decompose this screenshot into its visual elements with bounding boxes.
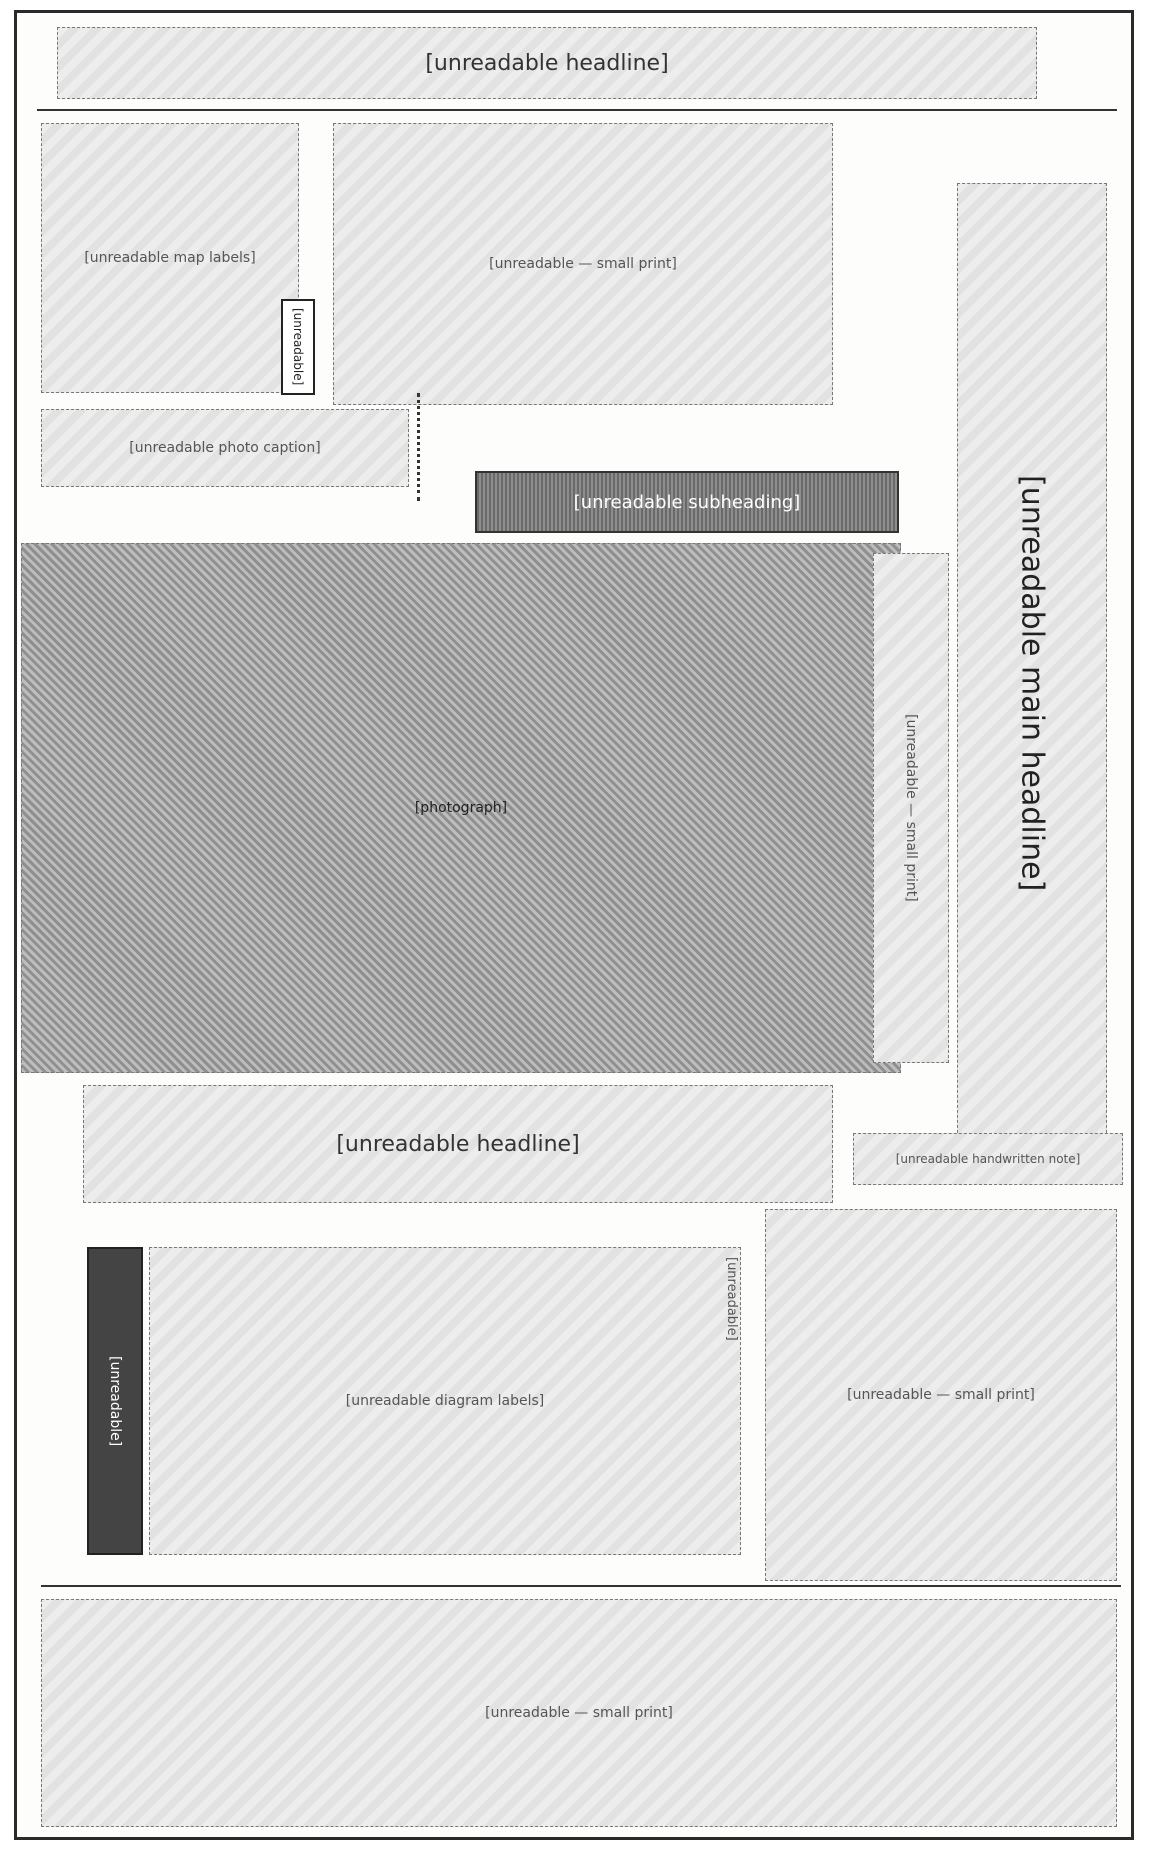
locator-map: [unreadable map labels]	[41, 123, 299, 393]
subhead-banner: [unreadable subheading]	[475, 471, 899, 533]
publication-stamp: [unreadable handwritten note]	[853, 1133, 1123, 1185]
headline-main: [unreadable main headline]	[957, 183, 1107, 1183]
headline-top-rule	[37, 109, 1117, 111]
caption-arrow	[417, 393, 425, 501]
body-text-middle-right: [unreadable — small print]	[765, 1209, 1117, 1581]
ship-photo: [photograph]	[21, 543, 901, 1073]
lower-rule	[41, 1585, 1121, 1587]
map-label: [unreadable]	[281, 299, 315, 395]
body-text-lower: [unreadable — small print]	[41, 1599, 1117, 1827]
body-text-upper-right: [unreadable — small print]	[873, 553, 949, 1063]
lead-text: [unreadable — small print]	[333, 123, 833, 405]
cross-section-label: [unreadable]	[87, 1247, 143, 1555]
newspaper-clipping	[14, 10, 1134, 1840]
diagram-credit: [unreadable]	[724, 1257, 739, 1341]
headline-top: [unreadable headline]	[57, 27, 1037, 99]
headline-bottom: [unreadable headline]	[83, 1085, 833, 1203]
photo-caption: [unreadable photo caption]	[41, 409, 409, 487]
cross-section-diagram: [unreadable diagram labels]	[149, 1247, 741, 1555]
